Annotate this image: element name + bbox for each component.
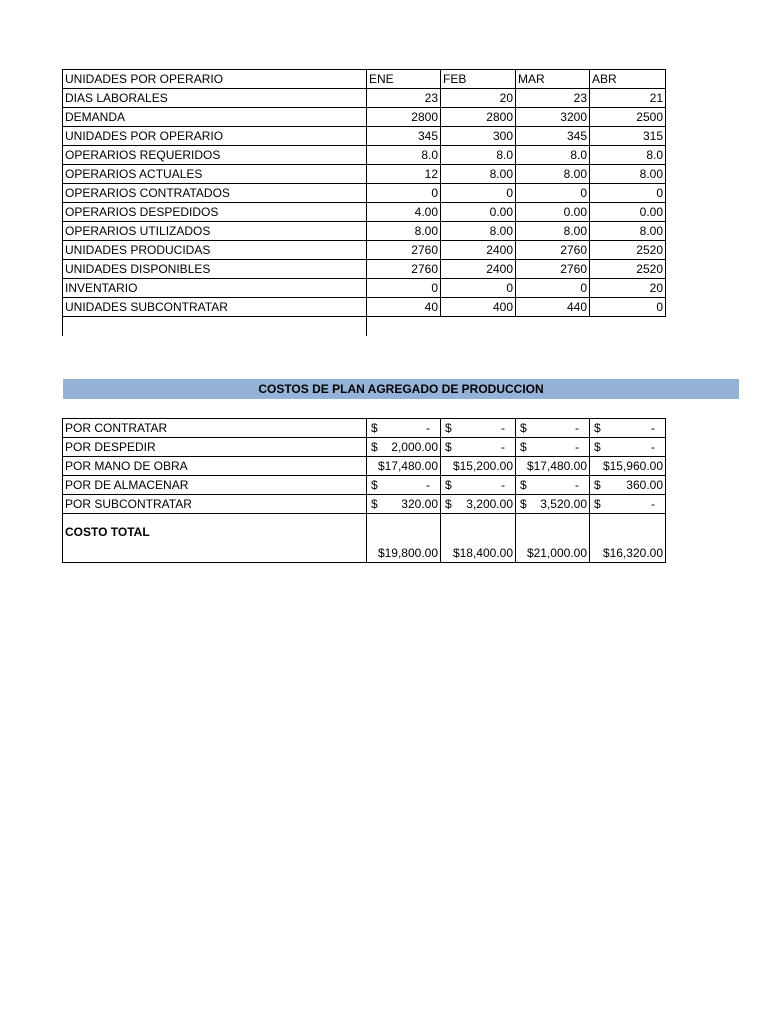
- amount: -: [651, 421, 655, 435]
- cost-value-cell[interactable]: [441, 495, 516, 514]
- currency-symbol: $: [445, 421, 452, 435]
- currency-symbol: $: [445, 497, 452, 511]
- amount: -: [575, 421, 579, 435]
- currency-symbol: $: [594, 440, 601, 454]
- cost-value-cell[interactable]: [441, 457, 516, 476]
- value-cell[interactable]: 40: [367, 298, 441, 317]
- value-cell[interactable]: 2520: [590, 241, 666, 260]
- empty-cell[interactable]: [516, 317, 590, 337]
- value-cell[interactable]: 8.00: [590, 222, 666, 241]
- cost-value-cell[interactable]: [516, 438, 590, 457]
- amount: -: [426, 421, 430, 435]
- value-cell[interactable]: 21: [590, 89, 666, 108]
- cost-row: [63, 438, 666, 457]
- row-label-cell[interactable]: UNIDADES PRODUCIDAS: [63, 241, 367, 260]
- cost-label-cell[interactable]: POR DE ALMACENAR: [63, 476, 367, 495]
- empty-cell[interactable]: [367, 317, 441, 337]
- production-plan-table: [62, 69, 666, 336]
- value-cell[interactable]: 2520: [590, 260, 666, 279]
- row-label-cell[interactable]: OPERARIOS UTILIZADOS: [63, 222, 367, 241]
- row-label-cell[interactable]: OPERARIOS DESPEDIDOS: [63, 203, 367, 222]
- cost-label-cell[interactable]: POR SUBCONTRATAR: [63, 495, 367, 514]
- value-cell[interactable]: 23: [516, 89, 590, 108]
- amount: -: [426, 478, 430, 492]
- cost-value-cell[interactable]: [367, 476, 441, 495]
- value-cell[interactable]: 8.00: [590, 165, 666, 184]
- value-cell[interactable]: 2760: [367, 241, 441, 260]
- empty-cell[interactable]: [63, 317, 367, 337]
- month-header-cell[interactable]: ABR: [590, 70, 666, 89]
- currency-symbol: $: [371, 478, 378, 492]
- value-cell[interactable]: 8.00: [441, 222, 516, 241]
- value-cell[interactable]: 0: [516, 279, 590, 298]
- value-cell[interactable]: 2760: [367, 260, 441, 279]
- amount: 360.00: [626, 478, 663, 492]
- amount: $15,960.00: [602, 459, 663, 473]
- currency-symbol: $: [371, 440, 378, 454]
- row-label-cell[interactable]: DEMANDA: [63, 108, 367, 127]
- currency-symbol: $: [520, 440, 527, 454]
- cost-value-cell[interactable]: [441, 438, 516, 457]
- currency-symbol: $: [445, 478, 452, 492]
- row-label-cell[interactable]: OPERARIOS REQUERIDOS: [63, 146, 367, 165]
- amount: -: [651, 497, 655, 511]
- table-row: [63, 127, 666, 146]
- amount: $17,480.00: [377, 459, 438, 473]
- value-cell[interactable]: 400: [441, 298, 516, 317]
- cost-value-cell[interactable]: [590, 419, 666, 438]
- empty-cell[interactable]: [590, 317, 666, 337]
- currency-symbol: $: [594, 497, 601, 511]
- value-cell[interactable]: 20: [590, 279, 666, 298]
- currency-symbol: $: [371, 421, 378, 435]
- cost-value-cell[interactable]: [516, 457, 590, 476]
- amount: 320.00: [401, 497, 438, 511]
- row-label-cell[interactable]: DIAS LABORALES: [63, 89, 367, 108]
- table-row: [63, 108, 666, 127]
- cost-value-cell[interactable]: [441, 419, 516, 438]
- table-row: [63, 165, 666, 184]
- value-cell[interactable]: 0: [590, 184, 666, 203]
- month-header-cell[interactable]: ENE: [367, 70, 441, 89]
- amount: $15,200.00: [452, 459, 513, 473]
- table-row: [63, 89, 666, 108]
- value-cell[interactable]: 0: [516, 184, 590, 203]
- value-cell[interactable]: 440: [516, 298, 590, 317]
- cost-label-cell[interactable]: POR CONTRATAR: [63, 419, 367, 438]
- table-row: [63, 279, 666, 298]
- value-cell[interactable]: 20: [441, 89, 516, 108]
- value-cell[interactable]: 345: [367, 127, 441, 146]
- currency-symbol: $: [520, 497, 527, 511]
- costs-table: [62, 418, 666, 563]
- table-row: [63, 184, 666, 203]
- empty-cell[interactable]: [441, 317, 516, 337]
- value-cell[interactable]: 2400: [441, 260, 516, 279]
- value-cell[interactable]: 2760: [516, 260, 590, 279]
- value-cell[interactable]: 8.0: [590, 146, 666, 165]
- value-cell[interactable]: 8.0: [441, 146, 516, 165]
- value-cell[interactable]: 8.0: [367, 146, 441, 165]
- row-label-cell[interactable]: UNIDADES DISPONIBLES: [63, 260, 367, 279]
- costs-banner: COSTOS DE PLAN AGREGADO DE PRODUCCION: [63, 379, 739, 399]
- value-cell[interactable]: 345: [516, 127, 590, 146]
- value-cell[interactable]: 0: [590, 298, 666, 317]
- month-header-cell[interactable]: FEB: [441, 70, 516, 89]
- value-cell[interactable]: 300: [441, 127, 516, 146]
- table-header-row: [63, 70, 666, 89]
- row-label-cell[interactable]: UNIDADES SUBCONTRATAR: [63, 298, 367, 317]
- empty-trailing-row: [63, 317, 666, 337]
- value-cell[interactable]: 2400: [441, 241, 516, 260]
- cost-value-cell[interactable]: [367, 495, 441, 514]
- currency-symbol: $: [520, 421, 527, 435]
- amount: 3,520.00: [540, 497, 587, 511]
- value-cell[interactable]: 12: [367, 165, 441, 184]
- amount: -: [651, 440, 655, 454]
- cost-value-cell[interactable]: [516, 495, 590, 514]
- value-cell[interactable]: 8.0: [516, 146, 590, 165]
- value-cell[interactable]: 3200: [516, 108, 590, 127]
- cost-value-cell[interactable]: [590, 457, 666, 476]
- currency-symbol: $: [520, 478, 527, 492]
- table-row: [63, 146, 666, 165]
- value-cell[interactable]: 8.00: [441, 165, 516, 184]
- value-cell[interactable]: 2760: [516, 241, 590, 260]
- value-cell[interactable]: 2800: [367, 108, 441, 127]
- table-row: [63, 241, 666, 260]
- total-value-cell[interactable]: $21,000.00: [516, 514, 590, 563]
- amount: 3,200.00: [466, 497, 513, 511]
- cost-label-cell[interactable]: POR MANO DE OBRA: [63, 457, 367, 476]
- value-cell[interactable]: 0: [367, 279, 441, 298]
- cost-value-cell[interactable]: [590, 438, 666, 457]
- value-cell[interactable]: 0.00: [590, 203, 666, 222]
- value-cell[interactable]: 0.00: [441, 203, 516, 222]
- amount: 2,000.00: [391, 440, 438, 454]
- cost-value-cell[interactable]: [367, 419, 441, 438]
- amount: $17,480.00: [526, 459, 587, 473]
- total-value-cell[interactable]: $18,400.00: [441, 514, 516, 563]
- total-label-cell[interactable]: COSTO TOTAL: [63, 514, 367, 563]
- value-cell[interactable]: 8.00: [516, 222, 590, 241]
- cost-label-cell[interactable]: POR DESPEDIR: [63, 438, 367, 457]
- value-cell[interactable]: 4.00: [367, 203, 441, 222]
- cost-value-cell[interactable]: [590, 495, 666, 514]
- value-cell[interactable]: 2800: [441, 108, 516, 127]
- currency-symbol: $: [594, 478, 601, 492]
- currency-symbol: $: [594, 421, 601, 435]
- value-cell[interactable]: 315: [590, 127, 666, 146]
- total-value-cell[interactable]: $19,800.00: [367, 514, 441, 563]
- row-label-cell[interactable]: INVENTARIO: [63, 279, 367, 298]
- table-row: [63, 260, 666, 279]
- cost-value-cell[interactable]: [590, 476, 666, 495]
- amount: -: [501, 440, 505, 454]
- amount: -: [575, 478, 579, 492]
- cost-value-cell[interactable]: [516, 419, 590, 438]
- currency-symbol: $: [445, 440, 452, 454]
- month-header-cell[interactable]: MAR: [516, 70, 590, 89]
- value-cell[interactable]: 0.00: [516, 203, 590, 222]
- row-label-cell[interactable]: UNIDADES POR OPERARIO: [63, 127, 367, 146]
- table-row: [63, 222, 666, 241]
- row-label-cell[interactable]: OPERARIOS CONTRATADOS: [63, 184, 367, 203]
- value-cell[interactable]: 0: [441, 279, 516, 298]
- cost-row: [63, 495, 666, 514]
- currency-symbol: $: [371, 497, 378, 511]
- cost-row: [63, 476, 666, 495]
- amount: -: [575, 440, 579, 454]
- cost-value-cell[interactable]: [441, 476, 516, 495]
- value-cell[interactable]: 23: [367, 89, 441, 108]
- total-value-cell[interactable]: $16,320.00: [590, 514, 666, 563]
- cost-row: [63, 457, 666, 476]
- value-cell[interactable]: 2500: [590, 108, 666, 127]
- row-label-cell[interactable]: OPERARIOS ACTUALES: [63, 165, 367, 184]
- cost-row: [63, 419, 666, 438]
- value-cell[interactable]: 0: [441, 184, 516, 203]
- cost-value-cell[interactable]: [516, 476, 590, 495]
- value-cell[interactable]: 8.00: [367, 222, 441, 241]
- header-label-cell[interactable]: UNIDADES POR OPERARIO: [63, 70, 367, 89]
- table-row: [63, 203, 666, 222]
- table-row: [63, 298, 666, 317]
- value-cell[interactable]: 0: [367, 184, 441, 203]
- value-cell[interactable]: 8.00: [516, 165, 590, 184]
- total-row: [63, 514, 666, 563]
- amount: -: [501, 478, 505, 492]
- cost-value-cell[interactable]: [367, 457, 441, 476]
- amount: -: [501, 421, 505, 435]
- cost-value-cell[interactable]: [367, 438, 441, 457]
